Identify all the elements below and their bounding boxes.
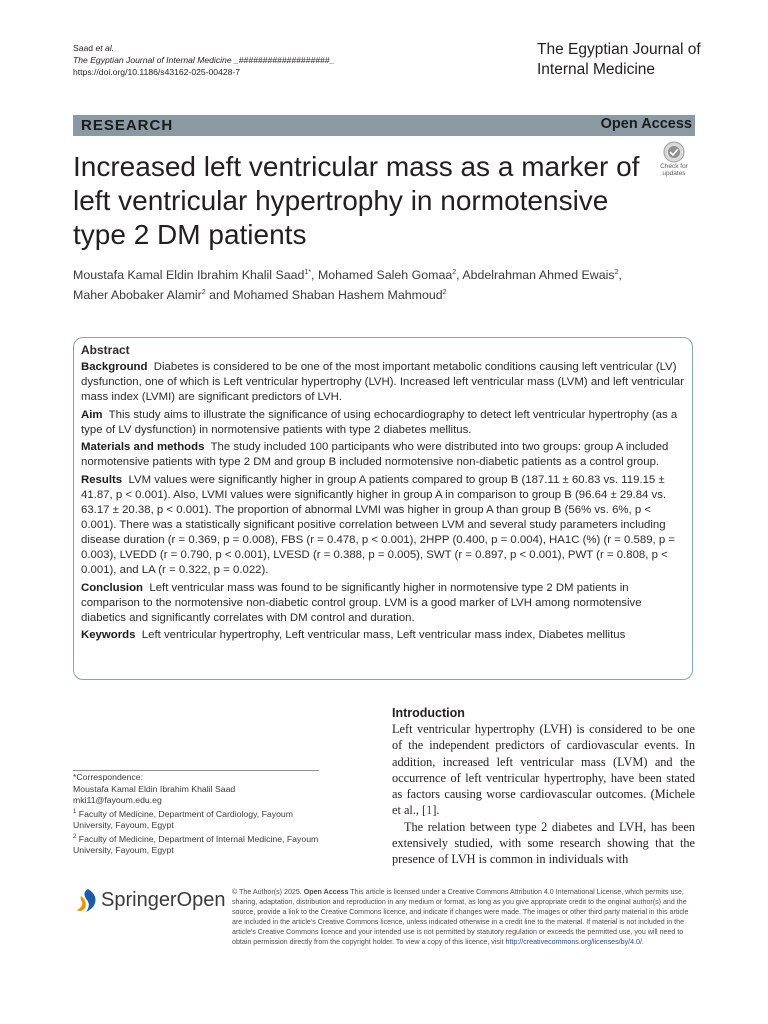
intro-paragraph-2: The relation between type 2 diabetes and LVH, has been extensively studied, with some research showing that the presence of LVH is common in individuals with [392,819,695,867]
publisher-brand: SpringerOpen [101,889,226,911]
introduction-heading: Introduction [392,706,465,720]
badge-line2: updates [662,170,686,177]
intro-paragraph-1: Left ventricular hypertrophy (LVH) is considered to be one of the independent predictors of cardiovascular events. In addition, increased left ventricular mass (LVM) and the occurrence of left ventricular hypertrophy, have been stated as factors causing worse cardiovascular outcomes. (Michele et al., [1]. [392,722,695,818]
article-title: Increased left ventricular mass as a marker of left ventricular hypertrophy in normotensive type 2 DM patients [73,151,640,250]
citation-author: Saad et al. [73,43,115,53]
abstract-heading: Abstract [81,343,130,357]
section-label: RESEARCH [81,117,174,134]
abstract-aim: Aim This study aims to illustrate the significance of using echocardiography to detect left ventricular hypertrophy (as a type of LV dysfunction) in normotensive patients with type 2 diabetes mellitus. [81,408,678,436]
author-name: Mohamed Shaban Hashem Mahmoud [233,288,443,303]
footnote-divider [73,770,319,771]
journal-name: The Egyptian Journal of Internal Medicine [537,41,701,78]
open-access-label: Open Access [600,116,692,132]
check-updates-icon [654,140,694,164]
affiliation-1: Faculty of Medicine, Department of Cardiology, Fayoum University, Fayoum, Egypt [73,808,293,831]
introduction-body [392,721,695,868]
abstract-background: Background Diabetes is considered to be one of the most important metabolic conditions causing left ventricular (LV) dysfunction, one of which is Left ventricular hypertrophy (LVH). Increased left ventricular mass (LVM) and left ventricular mass index (LVMI) are significant predictors of LVH. [81,361,684,404]
abstract-content [81,343,687,646]
badge-line1: Check for [660,163,688,170]
running-header [73,42,334,78]
abstract-conclusion: Conclusion Left ventricular mass was found to be significantly higher in normotensive type 2 DM patients in comparison to the normotensive non-diabetic control group. LVM is a good marker of LVH among normotensive diabetics and significantly correlates with DM control and duration. [81,581,642,624]
abstract-methods: Materials and methods The study included 100 participants who were distributed into two groups: group A included normotensive patients with type 2 DM and group B included normotensive non-diabetic patients as a control group. [81,441,669,469]
corresponding-email[interactable]: mki11@fayoum.edu.eg [73,795,162,806]
abstract-results: Results LVM values were significantly higher in group A patients compared to group B (187.11 ± 60.83 vs. 119.15 ± 41.87, p < 0.001). Also, LVMI values were significantly higher in group A in comparison to group B (96.64 ± 29.84 vs. 63.17 ± 20.38, p < 0.001). The proportion of abnormal LVMI was higher in group A than group B (56% vs. 6%, p < 0.001). There was a statistically significant positive correlation between LVM and several study parameters including disease duration (r = 0.369, p = 0.008), FBS (r = 0.478, p < 0.001), 2HPP (0.400, p = 0.004), HA1C (%) (r = 0.589, p = 0.003), LVEDD (r = 0.790, p < 0.001), LVESD (r = 0.388, p = 0.005), SWT (r = 0.897, p < 0.001), PWT (r = 0.808, p < 0.001), and LA (r = 0.322, p = 0.022). [81,473,676,577]
author-name: Moustafa Kamal Eldin Ibrahim Khalil Saad [73,268,305,283]
check-for-updates-badge[interactable] [654,140,694,178]
corresponding-author: Moustafa Kamal Eldin Ibrahim Khalil Saad [73,783,236,794]
author-name: Abdelrahman Ahmed Ewais [462,268,615,283]
abstract-keywords: Keywords Left ventricular hypertrophy, Left ventricular mass, Left ventricular mass index, Diabetes mellitus [81,629,626,642]
journal-line: The Egyptian Journal of Internal Medicine _###################_ [73,55,335,65]
author-name: Mohamed Saleh Gomaa [317,268,453,283]
license-link[interactable]: http://creativecommons.org/licenses/by/4.0/ [505,938,642,946]
citation-link[interactable]: 1 [426,803,433,818]
affiliation-2: Faculty of Medicine, Department of Internal Medicine, Fayoum University, Fayoum, Egypt [73,833,319,856]
author-name: Maher Abobaker Alamir [73,288,202,303]
license-text: © The Author(s) 2025. Open Access This article is licensed under a Creative Commons Attribution 4.0 International License, which permits use, sharing, adaptation, distribution and reproduction in any medium or format, as long as you give appropriate credit to the original author(s) and the source, provide a link to the Creative Commons licence, and indicate if changes were made. The images or other third party material in this article are included in the article's Creative Commons licence, unless indicated otherwise in a credit line to the material. If material is not included in the article's Creative Commons licence and your intended use is not permitted by statutory regulation or exceeds the permitted use, you will need to obtain permission directly from the copyright holder. To view a copy of this licence, visit http://creativecommons.org/licenses/by/4.0/. [232,888,689,946]
doi-link[interactable]: https://doi.org/10.1186/s43162-025-00428-7 [73,67,241,77]
correspondence-note: *Correspondence: Moustafa Kamal Eldin Ibrahim Khalil Saad mki11@fayoum.edu.eg $^1$ Faculty of Medicine, Department of Cardiology, Fayoum University, Fayoum, Egypt $^2$ Faculty of Medicine, Department of Internal Medicine, Fayoum University, Fayoum, Egypt [73,772,333,857]
author-list: Moustafa Kamal Eldin Ibrahim Khalil Saad$^{1*}$, Mohamed Saleh Gomaa$^2$, Abdelrahman Ahmed Ewais$^2$, Maher Abobaker Alamir$^2$ and Mohamed Shaban Hashem Mahmoud$^2$ [73,268,622,303]
